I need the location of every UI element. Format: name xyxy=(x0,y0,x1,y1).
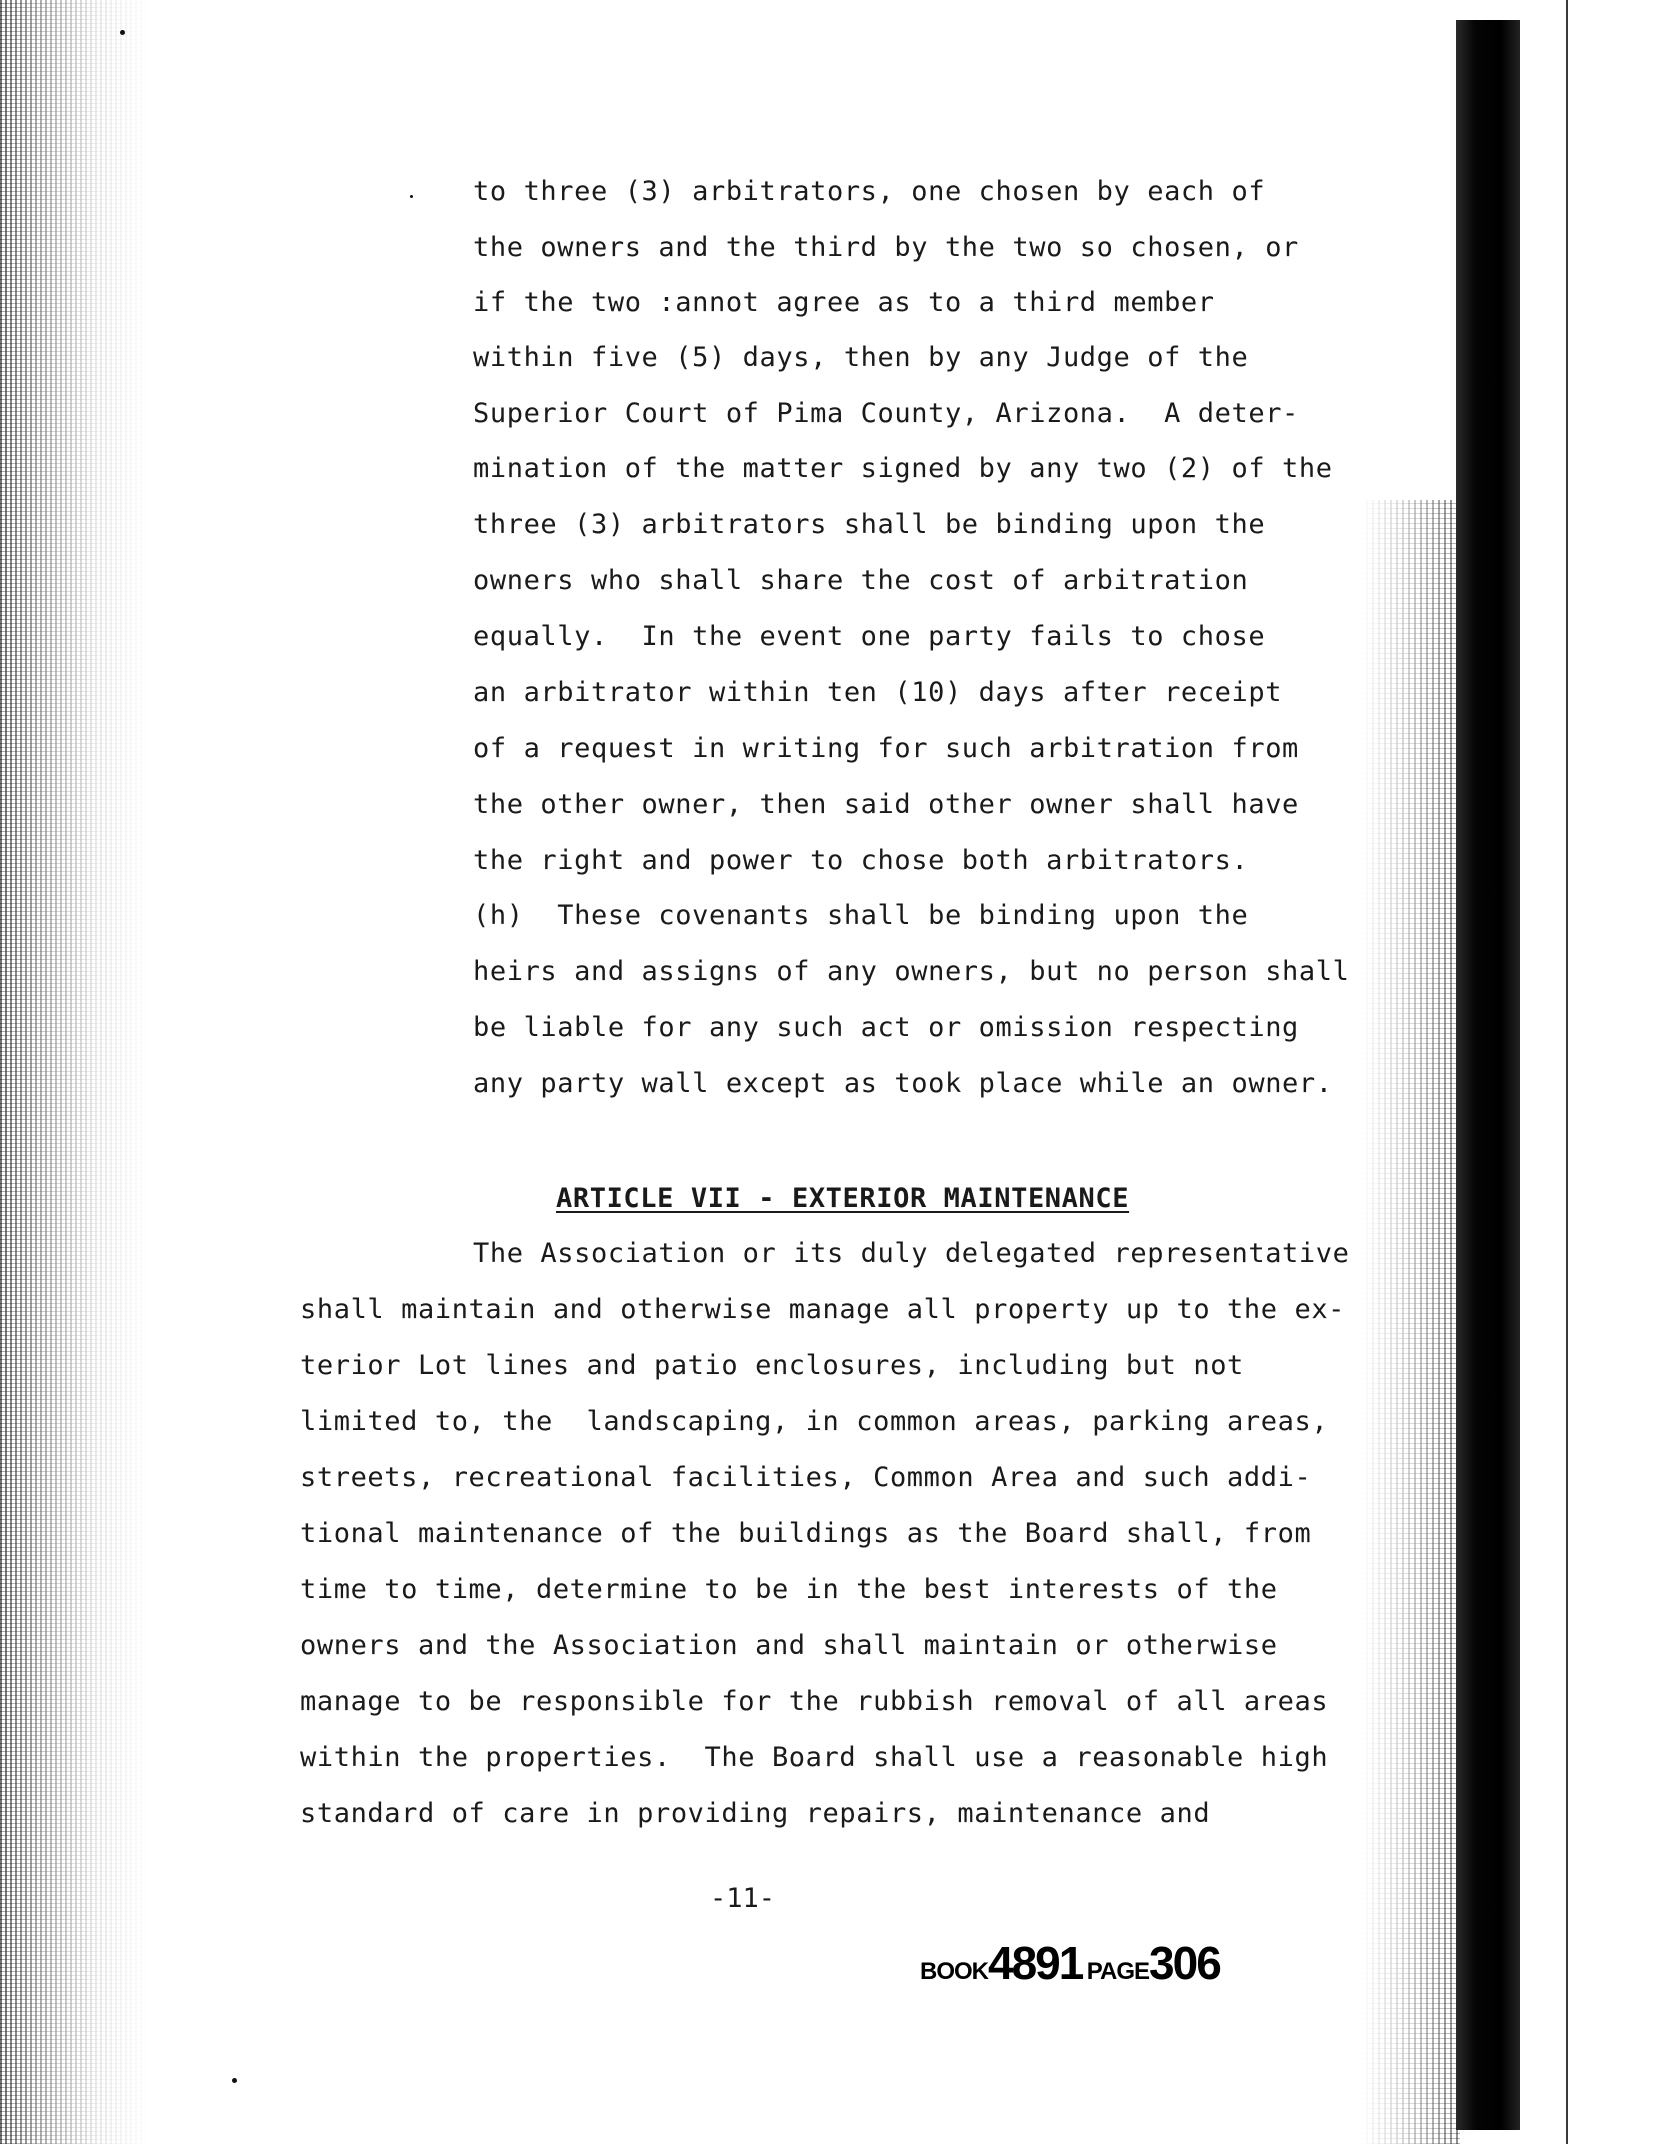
text-line: shall maintain and otherwise manage all property up to the ex- xyxy=(300,1294,1346,1325)
stamp-book-number: 4891 xyxy=(988,1937,1083,1989)
article-heading: ARTICLE VII - EXTERIOR MAINTENANCE xyxy=(556,1183,1130,1214)
text-line: heirs and assigns of any owners, but no person shall xyxy=(473,956,1350,987)
stamp-page-label: PAGE xyxy=(1086,1958,1150,1985)
text-line: an arbitrator within ten (10) days after receipt xyxy=(473,677,1283,708)
text-line: any party wall except as took place while an owner. xyxy=(473,1068,1333,1099)
text-line: within the properties. The Board shall use a reasonable high xyxy=(300,1742,1329,1773)
stamp-page-number: 306 xyxy=(1149,1937,1220,1989)
text-line: three (3) arbitrators shall be binding upon the xyxy=(473,509,1266,540)
text-line: if the two :annot agree as to a third member xyxy=(473,287,1215,318)
text-line: the other owner, then said other owner shall have xyxy=(473,789,1299,820)
text-line: equally. In the event one party fails to chose xyxy=(473,621,1266,652)
scan-noise-right-edge xyxy=(1360,500,1460,2144)
text-line: time to time, determine to be in the best interests of the xyxy=(300,1574,1278,1605)
recording-stamp xyxy=(920,1936,1220,1990)
scan-dark-binding-bar xyxy=(1456,20,1520,2130)
text-line: within five (5) days, then by any Judge of the xyxy=(473,342,1249,373)
text-line: the owners and the third by the two so chosen, or xyxy=(473,232,1299,263)
text-line: the right and power to chose both arbitrators. xyxy=(473,845,1249,876)
scan-edge-line xyxy=(1566,0,1568,2144)
scan-speck xyxy=(232,2078,237,2083)
text-line: Superior Court of Pima County, Arizona. A deter- xyxy=(473,398,1299,429)
page-number: -11- xyxy=(710,1883,776,1914)
stamp-book-label: BOOK xyxy=(920,1958,988,1985)
scan-noise-left-edge xyxy=(0,0,150,2144)
text-line: The Association or its duly delegated representative xyxy=(473,1238,1350,1269)
scan-speck xyxy=(120,30,125,35)
text-line: limited to, the landscaping, in common areas, parking areas, xyxy=(300,1406,1329,1437)
text-line: streets, recreational facilities, Common Area and such addi- xyxy=(300,1462,1312,1493)
text-line: to three (3) arbitrators, one chosen by each of xyxy=(473,176,1266,207)
text-line: of a request in writing for such arbitration from xyxy=(473,733,1299,764)
scan-speck xyxy=(410,195,413,198)
text-line: tional maintenance of the buildings as the Board shall, from xyxy=(300,1518,1312,1549)
text-line: mination of the matter signed by any two (2) of the xyxy=(473,453,1333,484)
text-line: (h) These covenants shall be binding upon the xyxy=(473,900,1249,931)
text-line: owners who shall share the cost of arbitration xyxy=(473,565,1249,596)
text-line: manage to be responsible for the rubbish removal of all areas xyxy=(300,1686,1329,1717)
text-line: owners and the Association and shall maintain or otherwise xyxy=(300,1630,1278,1661)
text-line: be liable for any such act or omission respecting xyxy=(473,1012,1299,1043)
text-line: standard of care in providing repairs, maintenance and xyxy=(300,1798,1211,1829)
text-line: terior Lot lines and patio enclosures, including but not xyxy=(300,1350,1244,1381)
